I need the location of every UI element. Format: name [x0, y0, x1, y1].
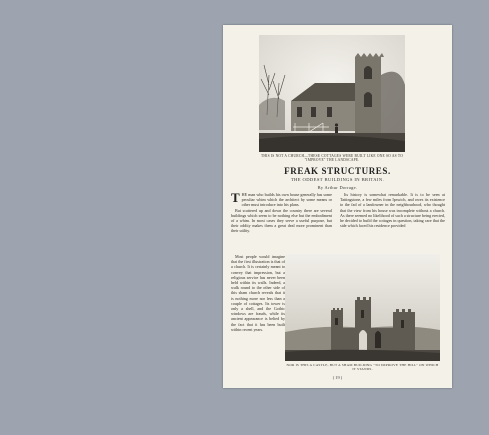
- text-column-narrow: [231, 254, 285, 374]
- article-byline: By Arthur Dorrage.: [317, 185, 358, 190]
- article-subtitle: THE ODDEST BUILDINGS IN BRITAIN.: [290, 177, 385, 182]
- page-number: ( 19 ): [332, 375, 343, 380]
- paragraph: But scattered up and down the country there are several buildings which seem to be nothing else but the embodiment of a whim. In most cases they serve a useful purpose, but their oddity makes them a great deal more prominent than their utility.: [231, 207, 332, 234]
- sham-church-photo: [259, 35, 405, 152]
- text-column-left: [231, 192, 332, 255]
- paragraph: Its history is somewhat remarkable. It is to be seen at Tattingstone, a few miles from Ipswich, and owes its existence to the fad of a landowner in the neighbourhood, who thought that the view from his house was incomplete without a church. As there seemed no likelihood of such a structure being erected, he decided to build the cottages in question, taking care that the side which faced his residence provided: [340, 192, 445, 229]
- article-title: FREAK STRUCTURES.: [284, 166, 391, 176]
- magazine-page: [223, 25, 452, 388]
- drop-cap: T: [231, 192, 240, 205]
- top-photo-caption: THIS IS NOT A CHURCH—THESE COTTAGES WERE BUILT LIKE ONE SO AS TO "IMPROVE" THE LANDSCAPE.: [260, 154, 404, 163]
- paragraph: HE man who builds his own house generally has some peculiar whim which the architect by some means or other must introduce into his plans.: [241, 192, 332, 208]
- bottom-photo-caption: NOR IS THIS A CASTLE, BUT A SHAM BUILDING "TO IMPROVE THE HILL" ON WHICH IT STANDS.: [286, 363, 439, 372]
- sham-castle-photo: [285, 254, 440, 361]
- text-column-right: [340, 192, 445, 255]
- paragraph: Most people would imagine that the first illustration is that of a church. It is certainly meant to convey that impression, but a religious service has never been held within its walls. Indeed, a walk round to the other side of this sham church reveals that it is nothing more nor less than a couple of cottages. Its tower is only a shell, and the Gothic windows are frauds, while its ancient appearance is belied by the fact that it has been built within recent years.: [231, 254, 285, 332]
